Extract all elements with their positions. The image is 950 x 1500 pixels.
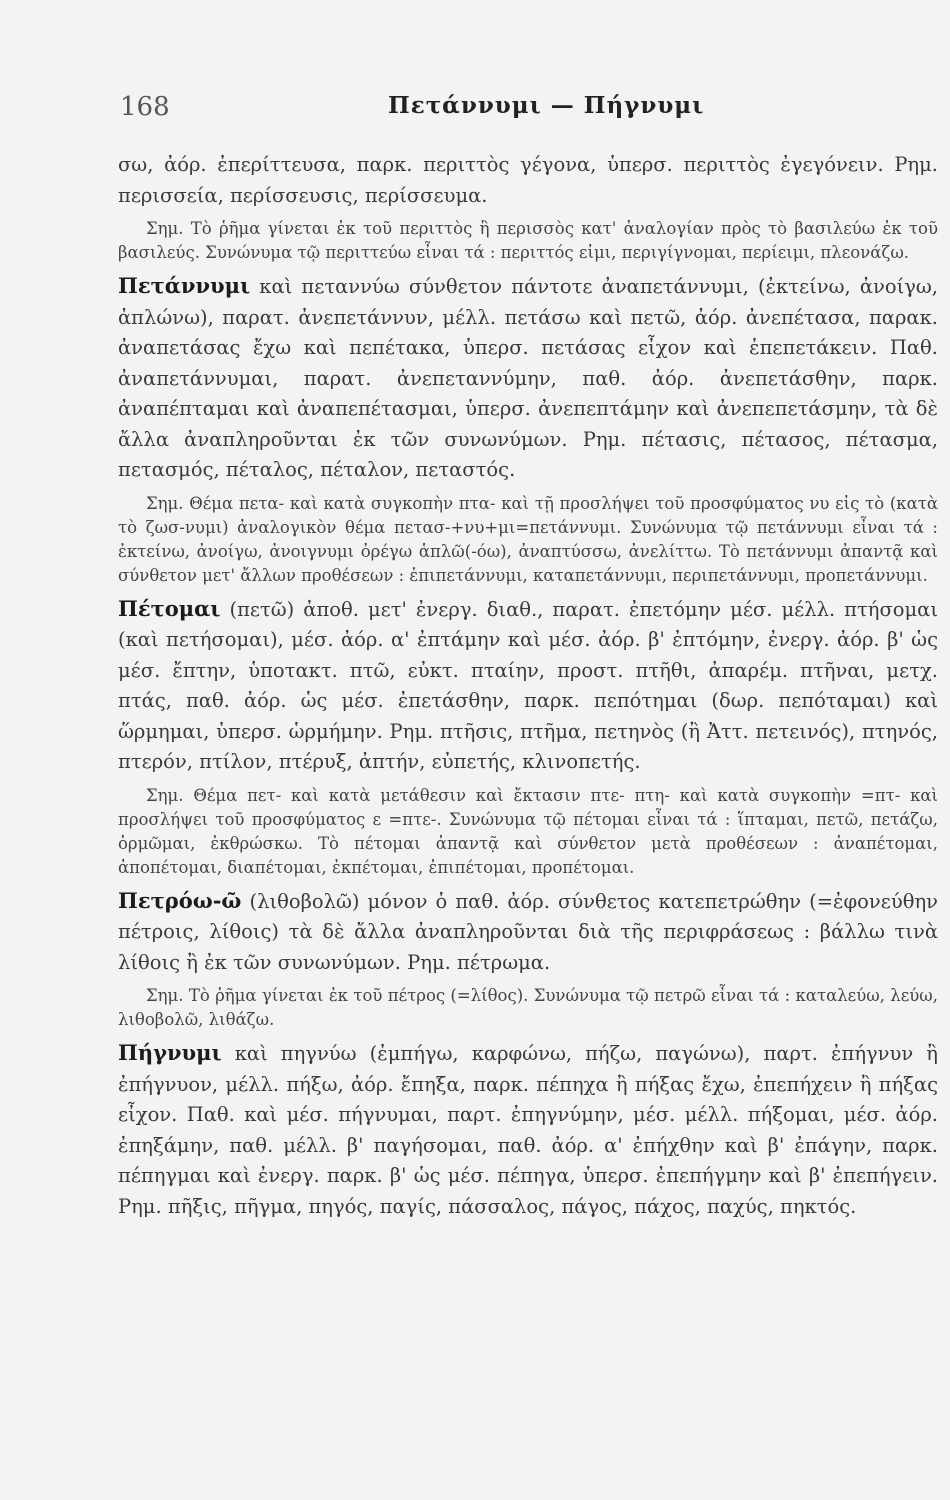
entry-text (118, 150, 938, 211)
entry-text (118, 271, 938, 486)
entry-note: Σημ. Τὸ ῥῆμα γίνεται ἐκ τοῦ πέτρος (=λίθος). Συνώνυμα τῷ πετρῶ εἶναι τά : καταλεύω, λεύω, λιθοβολῶ, λιθάζω. (118, 986, 938, 1029)
entry-petomai (118, 594, 938, 880)
entry-note: Σημ. Τὸ ῥῆμα γίνεται ἐκ τοῦ περιττὸς ἢ περισσὸς κατ' ἀναλογίαν πρὸς τὸ βασιλεύω ἐκ τοῦ βασιλεύς. Συνώνυμα τῷ περιττεύω εἶναι τά : περιττός εἰμι, περιγίγνομαι, περίειμι, πλεονάζω. (118, 219, 938, 262)
entry-body: (λιθοβολῶ) μόνον ὁ παθ. ἀόρ. σύνθετος κατεπετρώθην (=ἐφονεύθην πέτροις, λίθοις) τὰ δὲ ἄλλα ἀναπληροῦνται διὰ τῆς περιφράσεως : βάλλω τινὰ λίθοις ἢ ἐκ τῶν συνωνύμων. Ρημ. πέτρωμα. (118, 889, 938, 974)
dictionary-content (118, 150, 938, 1228)
entry-note: Σημ. Θέμα πετα- καὶ κατὰ συγκοπὴν πτα- καὶ τῇ προσλήψει τοῦ προσφύματος νυ εἰς τὸ (κατὰ τὸ ζωσ-νυμι) ἀναλογικὸν θέμα πετασ-+νυ+μι=πετάννυμι. Συνώνυμα τῷ πετάννυμι εἶναι τά : ἐκτείνω, ἀνοίγω, ἀνοιγνυμι ὀρέγω ἁπλῶ(-όω), ἀναπτύσσω, ἀνελίττω. Τὸ πετάννυμι ἀπαντᾷ καὶ σύνθετον μετ' ἄλλων προθέσεων : ἐπιπετάννυμι, καταπετάννυμι, περιπετάννυμι, προπετάννυμι. (118, 493, 938, 585)
entry-headword: Πετρόω-ῶ (118, 887, 242, 913)
entry-continuation (118, 150, 938, 265)
entry-pegnymi (118, 1038, 938, 1222)
entry-body: καὶ πηγνύω (ἐμπήγω, καρφώνω, πήζω, παγώνω), παρτ. ἐπήγνυν ἢ ἐπήγνυον, μέλλ. πήξω, ἀόρ. ἔπηξα, παρκ. πέπηχα ἢ πήξας ἔχω, ἐπεπήχειν ἢ πήξας εἶχον. Παθ. καὶ μέσ. πήγνυμαι, παρτ. ἐπηγνύμην, μέσ. μέλλ. πήξομαι, μέσ. ἀόρ. ἐπηξάμην, παθ. μέλλ. β' παγήσομαι, παθ. ἀόρ. α' ἐπήχθην καὶ β' ἐπάγην, παρκ. πέπηγμαι καὶ ἐνεργ. παρκ. β' ὡς μέσ. πέπηγα, ὑπερσ. ἐπεπήγμην καὶ β' ἐπεπήγειν. Ρημ. πῆξις, πῆγμα, πηγός, παγίς, πάσσαλος, πάγος, πάχος, παχύς, πηκτός. (118, 1042, 938, 1218)
entry-headword: Πέτομαι (118, 595, 221, 621)
entry-headword: Πήγνυμι (118, 1040, 222, 1065)
running-head: Πετάννυμι — Πήγνυμι (388, 92, 705, 119)
page-header (120, 92, 820, 128)
page-number: 168 (120, 92, 170, 122)
entry-petannymi (118, 271, 938, 588)
entry-body: (πετῶ) ἀποθ. μετ' ἐνεργ. διαθ., παρατ. ἐπετόμην μέσ. μέλλ. πτήσομαι (καὶ πετήσομαι), μέσ. ἀόρ. α' ἐπτάμην καὶ μέσ. ἀόρ. β' ἐπτόμην, ἐνεργ. ἀόρ. β' ὡς μέσ. ἔπτην, ὑποτακτ. πτῶ, εὐκτ. πταίην, προστ. πτῆθι, ἀπαρέμ. πτῆναι, μετχ. πτάς, παθ. ἀόρ. ὡς μέσ. ἐπετάσθην, παρκ. πεπότημαι (δωρ. πεπόταμαι) καὶ ὥρμημαι, ὑπερσ. ὡρμήμην. Ρημ. πτῆσις, πτῆμα, πετηνὸς (ἢ Ἀττ. πετεινός), πτηνός, πτερόν, πτίλον, πτέρυξ, ἀπτήν, εὐπετής, κλινοπετής. (118, 597, 938, 773)
entry-petroo (118, 886, 938, 1033)
entry-text (118, 594, 938, 778)
entry-headword: Πετάννυμι (118, 273, 251, 298)
entry-body: σω, ἀόρ. ἐπερίττευσα, παρκ. περιττὸς γέγονα, ὑπερσ. περιττὸς ἐγεγόνειν. Ρημ. περισσεία, περίσσευσις, περίσσευμα. (118, 153, 938, 207)
entry-text (118, 1038, 938, 1222)
entry-text (118, 886, 938, 979)
entry-body: καὶ πεταννύω σύνθετον πάντοτε ἀναπετάννυμι, (ἐκτείνω, ἀνοίγω, ἁπλώνω), παρατ. ἀνεπετάννυν, μέλλ. πετάσω καὶ πετῶ, ἀόρ. ἀνεπέτασα, παρακ. ἀναπετάσας ἔχω καὶ πεπέτακα, ὑπερσ. πετάσας εἶχον καὶ ἐπεπετάκειν. Παθ. ἀναπετάννυμαι, παρατ. ἀνεπεταννύμην, παθ. ἀόρ. ἀνεπετάσθην, παρκ. ἀναπέπταμαι καὶ ἀναπεπέτασμαι, ὑπερσ. ἀνεπεπτάμην καὶ ἀνεπεπετάσμην, τὰ δὲ ἄλλα ἀναπληροῦνται ἐκ τῶν συνωνύμων. Ρημ. πέτασις, πέτασος, πέτασμα, πετασμός, πέταλος, πέταλον, πεταστός. (118, 275, 938, 481)
entry-note: Σημ. Θέμα πετ- καὶ κατὰ μετάθεσιν καὶ ἔκτασιν πτε- πτη- καὶ κατὰ συγκοπὴν =πτ- καὶ προσλήψει τοῦ προσφύματος ε =πτε-. Συνώνυμα τῷ πέτομαι εἶναι τά : ἵπταμαι, πετῶ, πετάζω, ὁρμῶμαι, ἐκθρώσκω. Τὸ πέτομαι ἀπαντᾷ καὶ σύνθετον μετὰ προθέσεων : ἀναπέτομαι, ἀποπέτομαι, διαπέτομαι, ἐκπέτομαι, ἐπιπέτομαι, προπέτομαι. (118, 785, 938, 877)
